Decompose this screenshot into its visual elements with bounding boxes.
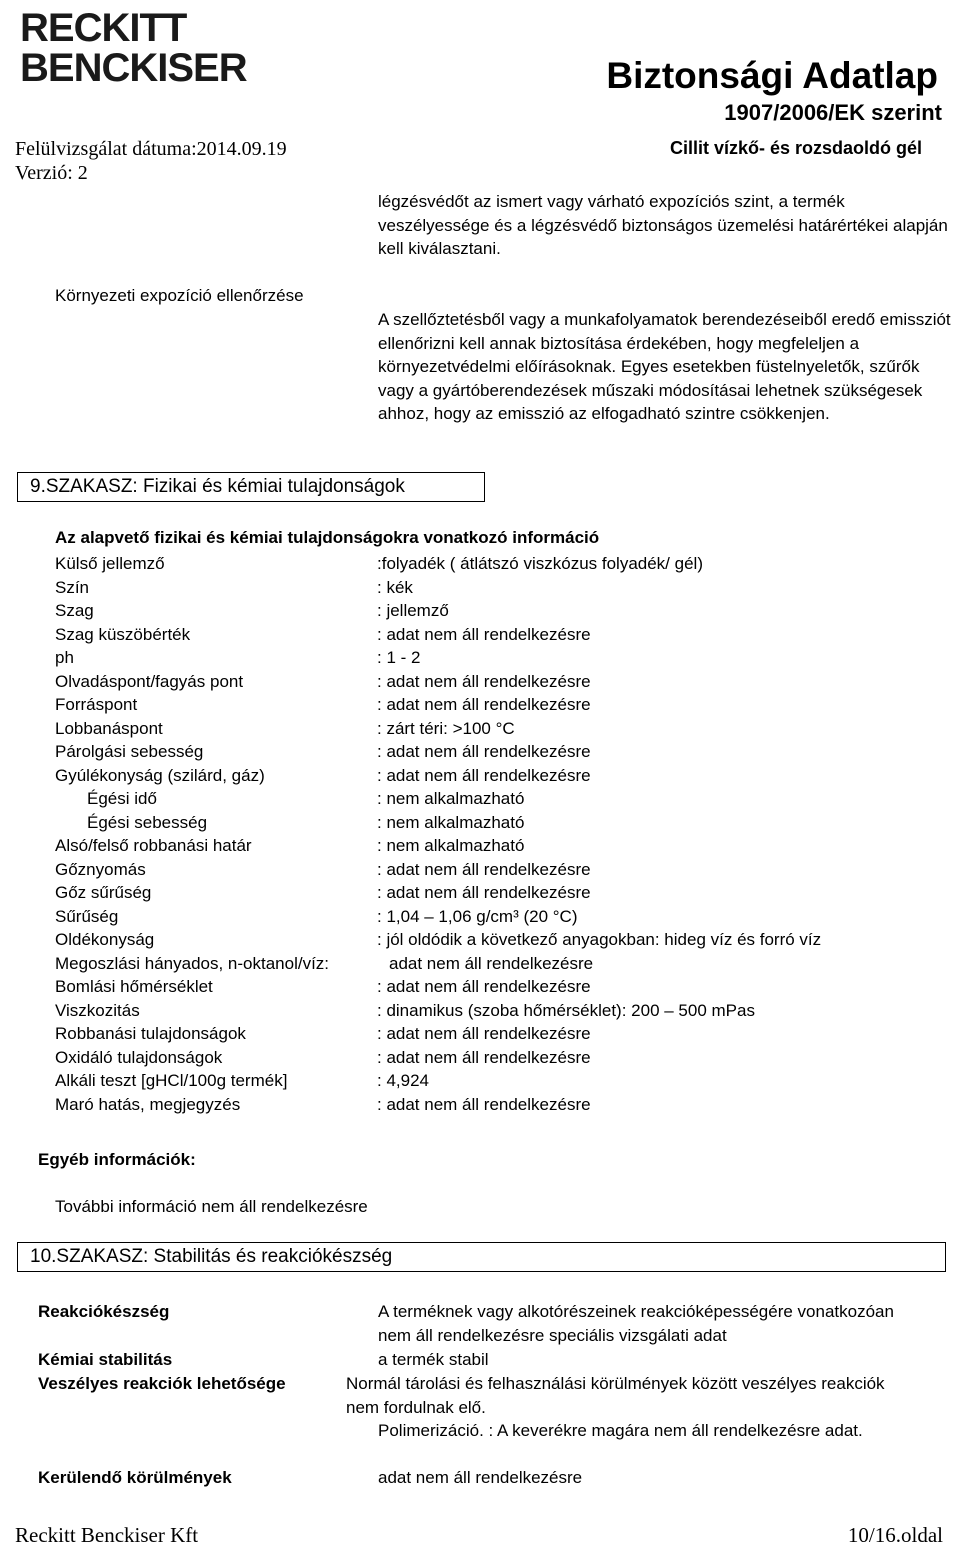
property-row [55,905,955,929]
property-value: :folyadék ( átlátszó viszkózus folyadék/ gél) [377,554,703,573]
property-label: Alkáli teszt [gHCl/100g termék] [55,1071,288,1090]
property-value: : adat nem áll rendelkezésre [377,1094,591,1114]
property-label: Gőz sűrűség [55,883,152,902]
property-label: Bomlási hőmérséklet [55,977,213,996]
property-label: Robbanási tulajdonságok [55,1024,246,1043]
other-information-label: Egyéb információk: [38,1150,196,1169]
regulation-reference: 1907/2006/EK szerint [724,100,942,125]
property-row [55,1093,955,1117]
property-row [55,881,955,905]
company-logo [20,8,245,88]
property-value: : nem alkalmazható [377,812,525,832]
property-label: Maró hatás, megjegyzés [55,1094,241,1114]
property-row [55,834,955,858]
property-value: : jellemző [377,601,449,620]
respiratory-protection-text: légzésvédőt az ismert vagy várható expozíciós szint, a termék veszélyessége és a légzésvédő biztonságos üzemelési határértékei alapján kell kiválasztani. [378,192,948,258]
document-title: Biztonsági Adatlap [606,55,938,96]
section-10-title: 10.SZAKASZ: Stabilitás és reakciókészség [30,1246,393,1267]
property-label: Gőznyomás [55,859,146,879]
property-row [55,693,955,717]
property-value: : 1,04 – 1,06 g/cm³ (20 °C) [377,906,578,926]
property-label: Oldékonyság [55,930,155,949]
chemical-stability-label: Kémiai stabilitás [38,1350,173,1369]
section-10-heading [17,1242,946,1272]
property-row [55,1069,955,1093]
property-label: ph [55,648,74,667]
property-value: : adat nem áll rendelkezésre [377,742,591,761]
property-value: : jól oldódik a következő anyagokban: hideg víz és forró víz [377,930,822,949]
property-row [55,623,955,647]
property-value: : adat nem áll rendelkezésre [377,1024,591,1043]
property-label: Szag küszöbérték [55,624,191,644]
property-value: : 4,924 [377,1071,429,1090]
property-row [55,670,955,694]
basic-properties-subheading: Az alapvető fizikai és kémiai tulajdonságokra vonatkozó információ [55,528,600,547]
property-label: Gyúlékonyság (szilárd, gáz) [55,765,265,785]
property-value: : adat nem áll rendelkezésre [377,859,591,879]
property-value: : adat nem áll rendelkezésre [377,883,591,902]
property-value: : kék [377,577,413,597]
property-value: : adat nem áll rendelkezésre [377,977,591,996]
property-value: : adat nem áll rendelkezésre [377,765,591,785]
polymerization-value: Polimerizáció. : A keverékre magára nem áll rendelkezésre adat. [378,1421,863,1440]
environmental-exposure-label: Környezeti expozíció ellenőrzése [55,286,304,305]
property-value: : 1 - 2 [377,648,421,667]
section-9-heading [17,472,485,502]
property-label: Megoszlási hányados, n-oktanol/víz: [55,953,330,973]
property-row [55,858,955,882]
property-label: Sűrűség [55,906,119,926]
footer-company: Reckitt Benckiser Kft [15,1523,199,1547]
property-value: : nem alkalmazható [377,836,525,855]
property-value: adat nem áll rendelkezésre [389,953,594,973]
property-row [55,764,955,788]
property-row [55,1022,955,1046]
property-row [55,1046,955,1070]
property-row [55,811,955,835]
property-value: : dinamikus (szoba hőmérséklet): 200 – 500 mPas [377,1000,755,1020]
property-row [55,646,955,670]
property-row [55,928,955,952]
conditions-to-avoid-label: Kerülendő körülmények [38,1468,232,1487]
chemical-stability-value: a termék stabil [378,1350,489,1369]
logo-text-line2: BENCKISER [20,46,247,90]
property-row [55,975,955,999]
environmental-exposure-text: A szellőztetésből vagy a munkafolyamatok berendezéseiből eredő emissziót ellenőrizni kell annak biztosítása érdekében, hogy megfeleljen a környezetvédelmi előírásoknak. Egyes esetekben füstelnyeletők, szűrők vagy a gyártóberendezések műszaki módosításai lehetnek szükségesek ahhoz, hogy az emisszió az elfogadható szintre csökkenjen. [378,310,951,423]
property-label: Szín [55,577,90,597]
reactivity-value: A terméknek vagy alkotórészeinek reakcióképességére vonatkozóan nem áll rendelkezésre speciális vizsgálati adat [378,1302,894,1345]
section-9-title: 9.SZAKASZ: Fizikai és kémiai tulajdonságok [30,476,405,497]
property-row [55,952,955,976]
reactivity-label: Reakciókészség [38,1302,170,1321]
logo-text-line1: RECKITT [20,6,187,50]
other-information-text: További információ nem áll rendelkezésre [55,1197,368,1216]
property-row [55,599,955,623]
property-value: : zárt téri: >100 °C [377,718,515,738]
property-label: Lobbanáspont [55,718,163,738]
revision-date: Felülvizsgálat dátuma:2014.09.19 [15,138,287,160]
property-label: Oxidáló tulajdonságok [55,1047,223,1067]
property-value: : adat nem áll rendelkezésre [377,1047,591,1067]
property-row [55,999,955,1023]
property-label: Viszkozitás [55,1000,140,1020]
property-row [55,717,955,741]
property-row [55,552,955,576]
property-label: Olvadáspont/fagyás pont [55,671,244,691]
property-label: Forráspont [55,695,138,714]
conditions-to-avoid-value: adat nem áll rendelkezésre [378,1468,583,1487]
property-value: : adat nem áll rendelkezésre [377,671,591,691]
property-label: Alsó/felső robbanási határ [55,836,252,855]
version: Verzió: 2 [15,162,88,184]
hazardous-reactions-label: Veszélyes reakciók lehetősége [38,1374,286,1393]
property-row [55,787,955,811]
property-value: : adat nem áll rendelkezésre [377,695,591,714]
product-name: Cillit vízkő- és rozsdaoldó gél [669,138,922,158]
footer-page-number: 10/16.oldal [847,1523,943,1547]
property-row [55,740,955,764]
property-label: Külső jellemző [55,554,165,573]
property-row [55,576,955,600]
property-value: : adat nem áll rendelkezésre [377,624,591,644]
hazardous-reactions-value: Normál tárolási és felhasználási körülmények között veszélyes reakciók nem fordulnak elő. [346,1374,885,1417]
property-label: Égési sebesség [87,812,208,832]
property-label: Szag [55,601,94,620]
properties-list [55,552,955,1116]
property-label: Égési idő [87,789,157,808]
property-label: Párolgási sebesség [55,742,204,761]
property-value: : nem alkalmazható [377,789,525,808]
